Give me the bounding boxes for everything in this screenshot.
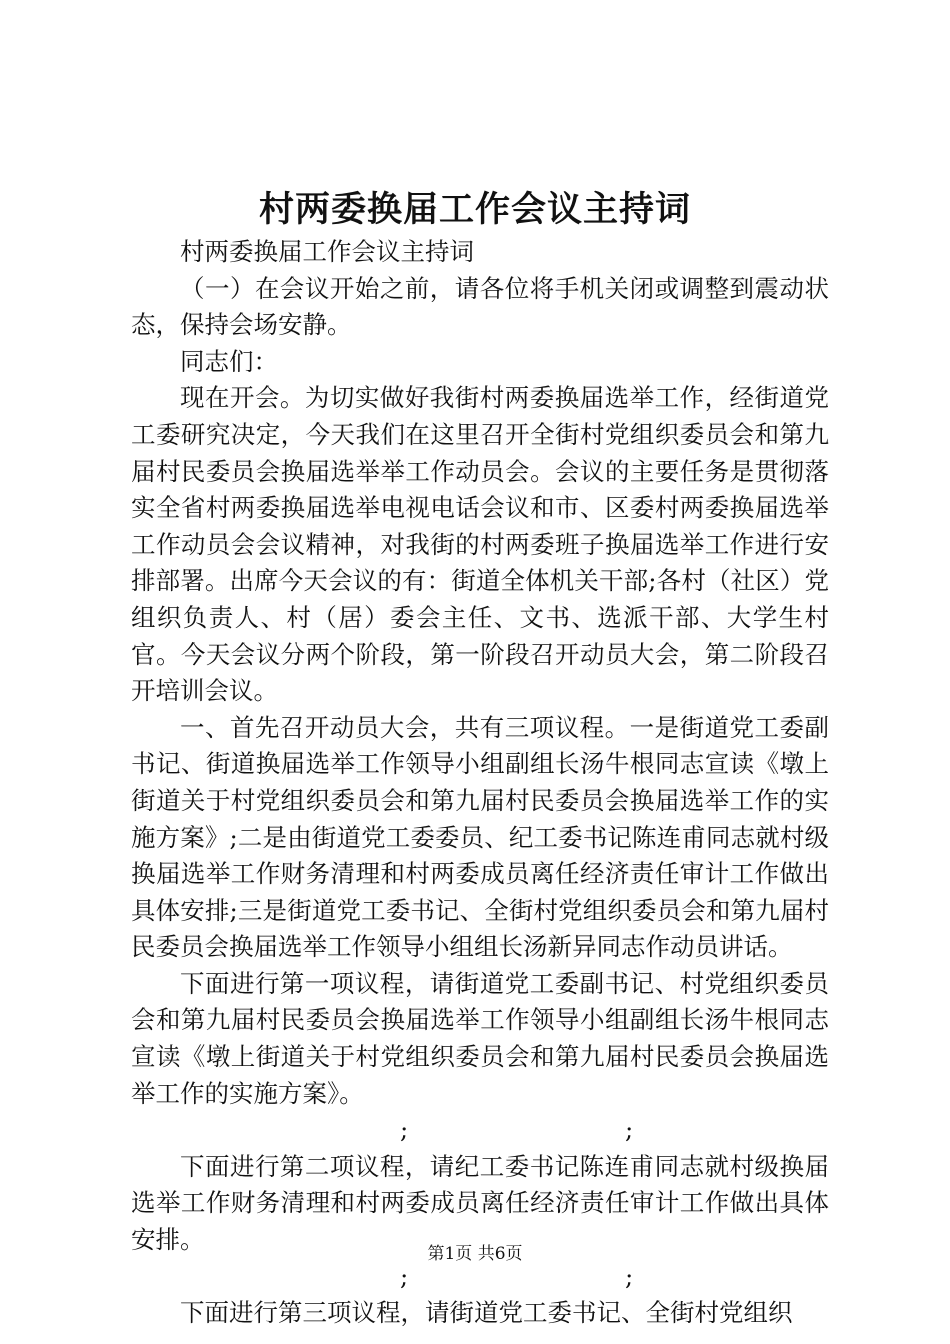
paragraph-item-three: 下面进行第三项议程，请街道党工委书记、全街村党组织	[180, 1298, 793, 1328]
paragraph-item-two: 下面进行第二项议程，请纪工委书记陈连甫同志就村级换届选举工作财务清理和村两委成员离任经济责任审计工作做出具体安排。	[131, 1151, 829, 1255]
document-body	[131, 234, 829, 1332]
paragraph-agenda: 一、首先召开动员大会，共有三项议程。一是街道党工委副书记、街道换届选举工作领导小组副组长汤牛根同志宣读《墩上街道关于村党组织委员会和第九届村民委员会换届选举工作的实施方案》;二是由街道党工委委员、纪工委书记陈连甫同志就村级换届选举工作财务清理和村两委成员离任经济责任审计工作做出具体安排;三是街道党工委书记、全街村党组织委员会和第九届村民委员会换届选举工作领导小组组长汤新异同志作动员讲话。	[131, 712, 829, 962]
separator-line	[131, 1112, 829, 1149]
paragraph-greeting: 同志们：	[180, 346, 278, 376]
separator-mark: ;	[400, 1261, 409, 1291]
paragraph-item-one: 下面进行第一项议程，请街道党工委副书记、村党组织委员会和第九届村民委员会换届选举工作领导小组副组长汤牛根同志宣读《墩上街道关于村党组织委员会和第九届村民委员会换届选举工作的实施方案》。	[131, 968, 829, 1108]
paragraph-notice: （一）在会议开始之前，请各位将手机关闭或调整到震动状态，保持会场安静。	[131, 273, 829, 340]
document-title: 村两委换届工作会议主持词	[258, 189, 691, 230]
separator-mark: ;	[625, 1115, 634, 1145]
separator-mark: ;	[400, 1115, 409, 1145]
paragraph-opening: 现在开会。为切实做好我街村两委换届选举工作，经街道党工委研究决定，今天我们在这里召开全街村党组织委员会和第九届村民委员会换届选举举工作动员会。会议的主要任务是贯彻落实全省村两委换届选举电视电话会议和市、区委村两委换届选举工作动员会会议精神，对我街的村两委班子换届选举工作进行安排部署。出席今天会议的有：街道全体机关干部;各村（社区）党组织负责人、村（居）委会主任、文书、选派干部、大学生村官。今天会议分两个阶段，第一阶段召开动员大会，第二阶段召开培训会议。	[131, 383, 829, 706]
separator-mark: ;	[625, 1261, 634, 1291]
page-footer: 第1页 共6页	[427, 1244, 523, 1264]
paragraph-subtitle: 村两委换届工作会议主持词	[180, 237, 474, 266]
